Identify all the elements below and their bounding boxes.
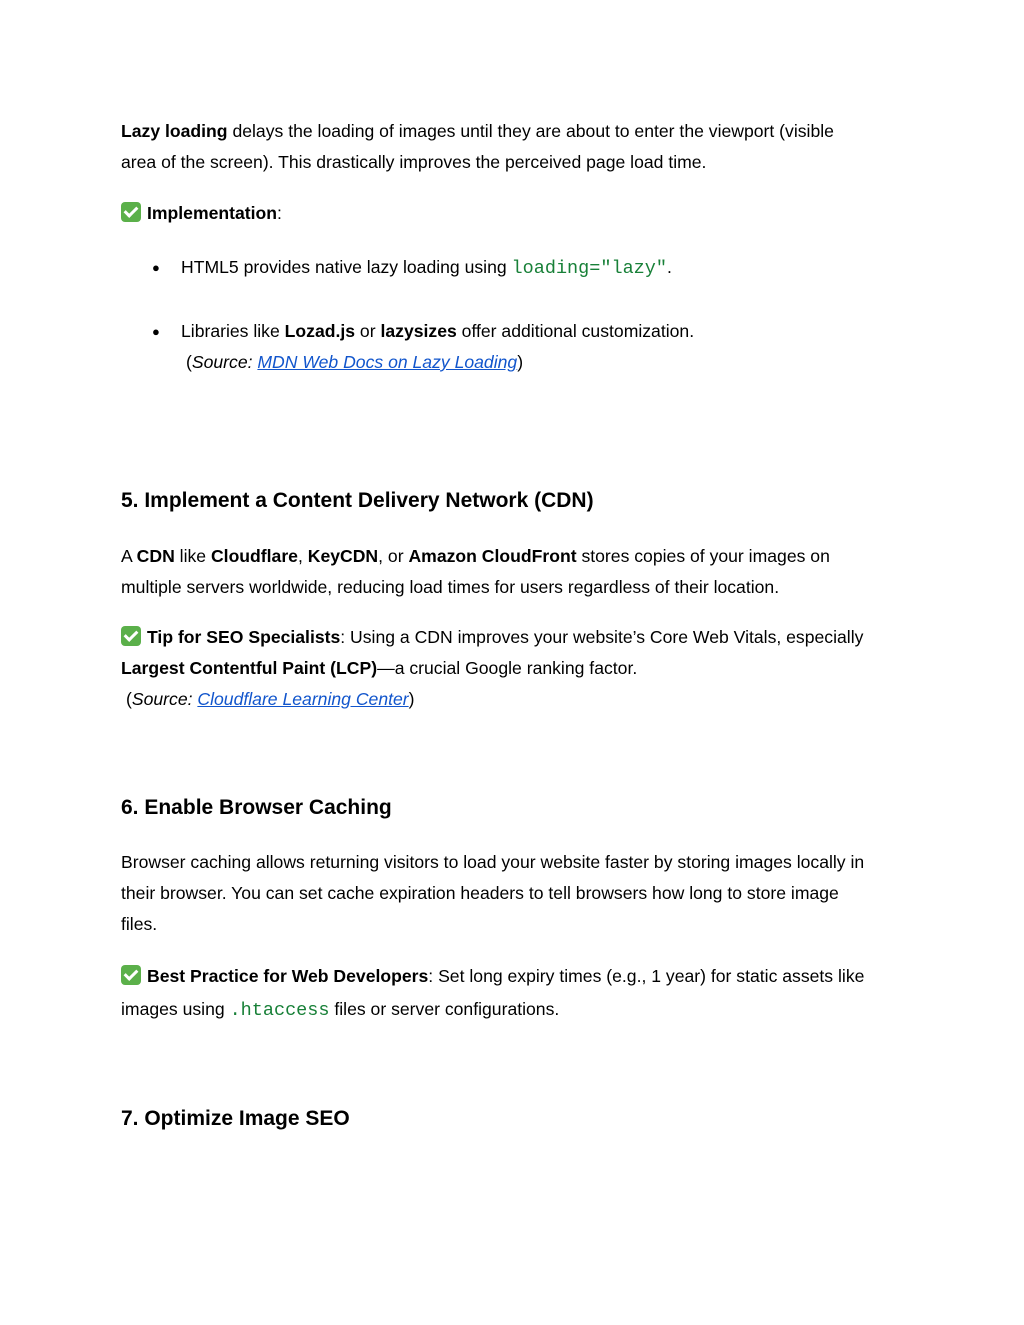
check-mark-icon <box>121 965 141 985</box>
inline-code: loading="lazy" <box>511 258 667 279</box>
cdn-paragraph: A CDN like Cloudflare, KeyCDN, or Amazon CloudFront stores copies of your images on multiple servers worldwide, reducing load times for users regardless of their location. <box>121 546 830 597</box>
list-item: Libraries like Lozad.js or lazysizes offer additional customization. (Source: MDN Web Docs on Lazy Loading) <box>181 321 695 372</box>
section-heading-cdn: 5. Implement a Content Delivery Network (CDN) <box>121 489 594 512</box>
lazy-loading-term: Lazy loading <box>121 121 228 141</box>
caching-paragraph: Browser caching allows returning visitors to load your website faster by storing images locally in their browser. You can set cache expiration headers to tell browsers how long to store image files. <box>121 852 865 934</box>
implementation-label: Implementation: <box>121 198 911 229</box>
check-mark-icon <box>121 626 141 646</box>
list-item: HTML5 provides native lazy loading using loading="lazy". <box>181 257 672 279</box>
bullet-icon: ● <box>152 324 160 339</box>
cdn-tip-paragraph: Tip for SEO Specialists: Using a CDN improves your website’s Core Web Vitals, especially Largest Contentful Paint (LCP)—a crucial Google ranking factor. (Source: Cloudflare Learning Center) <box>121 627 864 709</box>
caching-best-practice: Best Practice for Web Developers: Set long expiry times (e.g., 1 year) for static assets like images using .htaccess files or server configurations. <box>121 966 865 1021</box>
section-heading-caching: 6. Enable Browser Caching <box>121 796 392 819</box>
cloudflare-source-link[interactable]: Cloudflare Learning Center <box>197 689 409 709</box>
bullet-icon: ● <box>152 260 160 275</box>
inline-code: .htaccess <box>229 1000 330 1021</box>
section-heading-image-seo: 7. Optimize Image SEO <box>121 1107 350 1130</box>
mdn-source-link[interactable]: MDN Web Docs on Lazy Loading <box>257 352 518 372</box>
check-mark-icon <box>121 202 141 222</box>
lazy-loading-paragraph: Lazy loading delays the loading of images until they are about to enter the viewport (visible area of the screen). This drastically improves the perceived page load time. <box>121 121 834 172</box>
